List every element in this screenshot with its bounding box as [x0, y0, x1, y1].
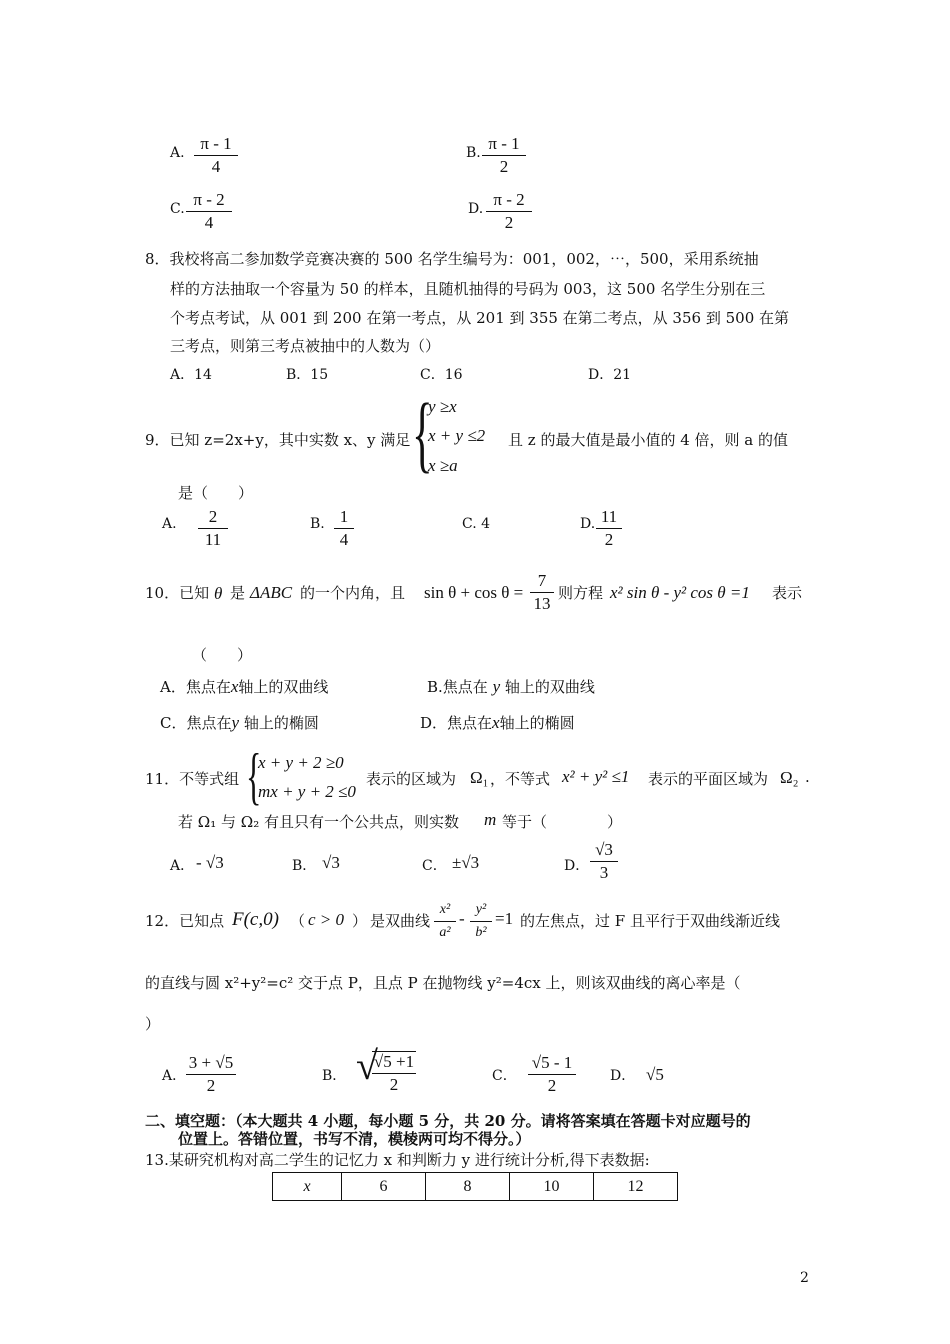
q9-condition-3: x ≥a	[428, 456, 458, 475]
q11-option-c-label: C．	[422, 858, 447, 874]
q10-option-b: B.焦点在 y 轴上的双曲线	[427, 677, 595, 696]
q12-line-2: 的直线与圆 x²+y²=c² 交于点 P，且点 P 在抛物线 y²=4cx 上，则该双曲线的离心率是（	[145, 974, 741, 992]
section-2-heading-line-2: 位置上。答错位置，书写不清，模棱两可均不得分。）	[178, 1130, 531, 1148]
q12-hyperbola-y-term: y² b²	[470, 900, 492, 943]
table-cell: 6	[342, 1173, 426, 1201]
q10-answer-paren: （ ）	[192, 646, 253, 664]
q12-paren-left: （	[290, 912, 306, 930]
q11-omega-1: Ω₁	[470, 768, 489, 787]
q12-prefix: 12．已知点	[145, 912, 225, 930]
q12-paren-right: ）	[352, 912, 368, 930]
q11-text-mid: 表示的区域为	[366, 770, 457, 788]
q11-option-d-fraction: √3 3	[590, 840, 618, 883]
q9-left-brace: {	[412, 385, 433, 481]
q11-option-d-label: D．	[564, 858, 590, 874]
table-row	[273, 1173, 678, 1201]
q8-line-2: 样的方法抽取一个容量为 50 的样本，且随机抽得的号码为 003，这 500 名学生分别在三	[170, 280, 766, 298]
q7-option-b-label: B.	[466, 145, 481, 161]
q12-line-3: ）	[145, 1015, 161, 1033]
q10-equation-2: x² sin θ - y² cos θ =1	[610, 583, 750, 602]
q7-option-a-fraction: π - 1 4	[194, 134, 238, 177]
q12-option-b-label: B．	[322, 1068, 347, 1084]
q9-option-d-fraction: 11 2	[596, 507, 622, 550]
q12-option-b-sqrt-sign: √	[356, 1043, 378, 1088]
q10-option-d: D．焦点在x轴上的椭圆	[420, 713, 575, 732]
q12-option-c-label: C．	[492, 1068, 517, 1084]
q11-option-a-label: A．	[170, 858, 195, 874]
q9-option-a-label: A.	[162, 516, 177, 532]
q11-condition-2: mx + y + 2 ≤0	[258, 782, 356, 801]
q8-option-d: D．21	[588, 367, 632, 383]
section-2-heading-line-1: 二、填空题：（本大题共 4 小题，每小题 5 分，共 20 分。请将答案填在答题卡对应题号的	[145, 1112, 751, 1130]
q9-option-d-label: D.	[580, 516, 596, 532]
q7-option-c-fraction: π - 2 4	[186, 190, 232, 233]
q10-prefix: 10．已知	[145, 584, 210, 602]
q11-line-2: 若 Ω₁ 与 Ω₂ 有且只有一个公共点，则实数	[178, 813, 459, 831]
q9-condition-2: x + y ≤2	[428, 426, 486, 445]
q8-option-b: B．15	[286, 367, 329, 383]
q13-text: 13.某研究机构对高二学生的记忆力 x 和判断力 y 进行统计分析,得下表数据:	[145, 1151, 650, 1169]
q9-suffix: 且 z 的最大值是最小值的 4 倍，则 a 的值	[508, 431, 788, 449]
q12-text-end: 的左焦点，过 F 且平行于双曲线渐近线	[520, 912, 780, 930]
q11-text-mid-3: 表示的平面区域为	[648, 770, 769, 788]
q8-option-c: C．16	[420, 367, 463, 383]
q10-option-c: C．焦点在y 轴上的椭圆	[160, 713, 319, 732]
q10-equation-fraction: 7 13	[530, 571, 554, 614]
q8-option-a: A．14	[170, 367, 212, 383]
q10-equation-left: sin θ + cos θ =	[424, 583, 524, 602]
q12-option-b-fraction: √5 +1 2	[373, 1052, 415, 1094]
q12-minus: -	[459, 909, 465, 928]
q13-data-table	[272, 1172, 678, 1201]
q11-prefix: 11．不等式组	[145, 770, 240, 788]
q11-condition-1: x + y + 2 ≥0	[258, 753, 344, 772]
q8-line-4: 三考点，则第三考点被抽中的人数为（）	[170, 337, 441, 355]
q9-option-a-fraction: 2 11	[198, 507, 228, 550]
q10-text-3: 的一个内角，且	[300, 584, 406, 602]
q12-option-d-value: √5	[646, 1065, 664, 1084]
q7-option-b-fraction: π - 1 2	[482, 134, 526, 177]
q12-equals-one: =1	[495, 909, 514, 928]
page-number: 2	[800, 1270, 809, 1286]
q12-option-a-label: A．	[162, 1068, 187, 1084]
q10-text-4: 则方程	[558, 584, 604, 602]
q7-option-a-label: A.	[170, 145, 185, 161]
q9-option-b-fraction: 1 4	[334, 507, 354, 550]
table-header-cell: x	[273, 1173, 342, 1201]
q8-line-1: 8．我校将高二参加数学竞赛决赛的 500 名学生编号为：001，002，⋯，500，采用系统抽	[145, 250, 759, 268]
q8-line-3: 个考点考试，从 001 到 200 在第一考点，从 201 到 355 在第二考点，从 356 到 500 在第	[170, 309, 790, 327]
q12-condition: c > 0	[308, 910, 345, 929]
q9-line-2: 是（ ）	[178, 484, 254, 502]
q7-option-d-label: D.	[468, 201, 484, 217]
table-cell: 8	[426, 1173, 510, 1201]
q7-option-d-fraction: π - 2 2	[486, 190, 532, 233]
q11-option-a-value: - √3	[196, 853, 224, 872]
q11-line-2-end: 等于（ ）	[502, 813, 623, 831]
q12-hyperbola-x-term: x² a²	[434, 900, 456, 943]
q11-left-brace: {	[246, 740, 262, 811]
q12-option-a-fraction: 3 + √5 2	[186, 1053, 236, 1096]
q12-point-f: F(c,0)	[232, 909, 279, 930]
q12-text-mid: 是双曲线	[370, 912, 431, 930]
q11-period: .	[805, 768, 810, 786]
q11-variable-m: m	[484, 810, 497, 829]
q10-text-2: 是	[230, 584, 246, 602]
q10-text-5: 表示	[772, 584, 803, 602]
q10-option-a: A．焦点在x轴上的双曲线	[160, 677, 329, 696]
q7-option-c-label: C.	[170, 201, 185, 217]
q9-option-c: C. 4	[462, 516, 491, 532]
q11-inequality: x² + y² ≤1	[562, 767, 630, 786]
q12-option-c-fraction: √5 - 1 2	[528, 1053, 576, 1096]
q11-option-c-value: ±√3	[452, 853, 480, 872]
q11-text-mid-2: ，不等式	[490, 770, 551, 788]
table-cell: 10	[510, 1173, 594, 1201]
q10-triangle-abc: ΔABC	[250, 583, 293, 602]
q11-omega-2: Ω₂	[780, 768, 799, 787]
q11-option-b-value: √3	[322, 853, 340, 872]
q9-prefix: 9．已知 z=2x+y，其中实数 x、y 满足	[145, 431, 411, 449]
q12-option-d-label: D．	[610, 1068, 636, 1084]
q11-option-b-label: B．	[292, 858, 317, 874]
q9-option-b-label: B.	[310, 516, 325, 532]
q10-theta: θ	[214, 584, 223, 603]
table-cell: 12	[594, 1173, 678, 1201]
q9-condition-1: y ≥x	[428, 397, 457, 416]
